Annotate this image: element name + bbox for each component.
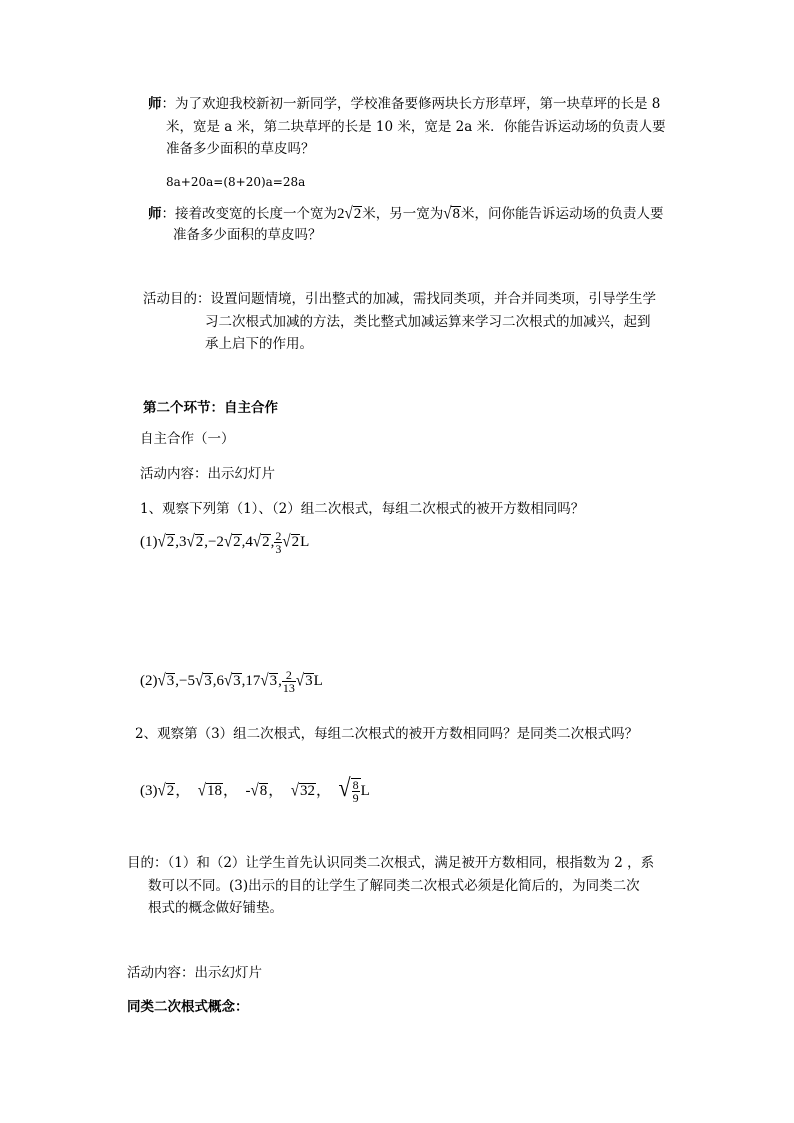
goal-1-line-1: 活动目的：设置问题情境，引出整式的加减，需找同类项，并合并同类项，引导学生学 <box>143 291 656 307</box>
goal-1-line-2: 习二次根式加减的方法，类比整式加减运算来学习二次根式的加减兴，起到 <box>205 314 651 330</box>
teacher-paragraph-1 <box>148 98 660 112</box>
radical-group-1: (1)√2,3√2,−2√2,4√2, $\frac{2}{3}$ √2L <box>140 529 310 556</box>
goal-label: 活动目的： <box>143 291 211 307</box>
goal-2-line-3: 根式的概念做好铺垫。 <box>148 900 283 916</box>
teacher-label: 师 <box>148 206 162 222</box>
sub-heading: 自主合作（一） <box>140 431 235 447</box>
section-heading: 第二个环节：自主合作 <box>143 400 278 416</box>
fraction: $\frac{2}{3}$ <box>275 529 282 556</box>
radical-expression: 2√2 <box>337 204 362 224</box>
paragraph-1-line-2: 米，宽是 a 米，第二块草坪的长是 10 米，宽是 2a 米．你能告诉运动场的负责人要 <box>166 119 666 135</box>
goal-1-line-3: 承上启下的作用。 <box>205 336 313 352</box>
paragraph-2-line-2: 准备多少面积的草皮吗？ <box>173 227 322 243</box>
activity-content: 活动内容：出示幻灯片 <box>140 466 275 482</box>
goal-2-line-2: 数可以不同。(3)出示的目的让学生了解同类二次根式必须是化简后的，为同类二次 <box>148 878 640 894</box>
radical-group-3: (3)√2， √18， -√8， √32， √ $\frac{8}{9}$ L <box>140 773 370 806</box>
teacher-label: 师 <box>148 96 162 112</box>
question-2: 2、观察第（3）组二次根式，每组二次根式的被开方数相同吗？是同类二次根式吗？ <box>135 726 639 742</box>
concept-heading: 同类二次根式概念： <box>127 999 249 1015</box>
goal-2-line-1: 目的：（1）和（2）让学生首先认识同类二次根式，满足被开方数相同，根指数为 2 ，系 <box>127 855 655 871</box>
paragraph-1-line-3: 准备多少面积的草皮吗？ <box>166 141 315 157</box>
radical-group-2: (2)√3,−5√3,6√3,17√3, $\frac{2}{13}$ √3L <box>140 668 323 695</box>
teacher-paragraph-2: 师：接着改变宽的长度一个宽为2√2米，另一宽为√8米，问你能告诉运动场的负责人要 <box>148 204 664 224</box>
goal-label: 目的： <box>127 855 168 871</box>
activity-content-2: 活动内容：出示幻灯片 <box>127 965 262 981</box>
radical-expression: √8 <box>443 204 460 224</box>
fraction: $\frac{8}{9}$ <box>352 778 359 806</box>
equation: 8a+20a=(8+20)a=28a <box>166 175 306 189</box>
fraction: $\frac{2}{13}$ <box>282 668 295 695</box>
paragraph-1-line-1: ：为了欢迎我校新初一新同学，学校准备要修两块长方形草坪，第一块草坪的长是 8 <box>161 96 661 112</box>
question-1: 1、观察下列第（1）、（2）组二次根式，每组二次根式的被开方数相同吗？ <box>140 501 585 517</box>
